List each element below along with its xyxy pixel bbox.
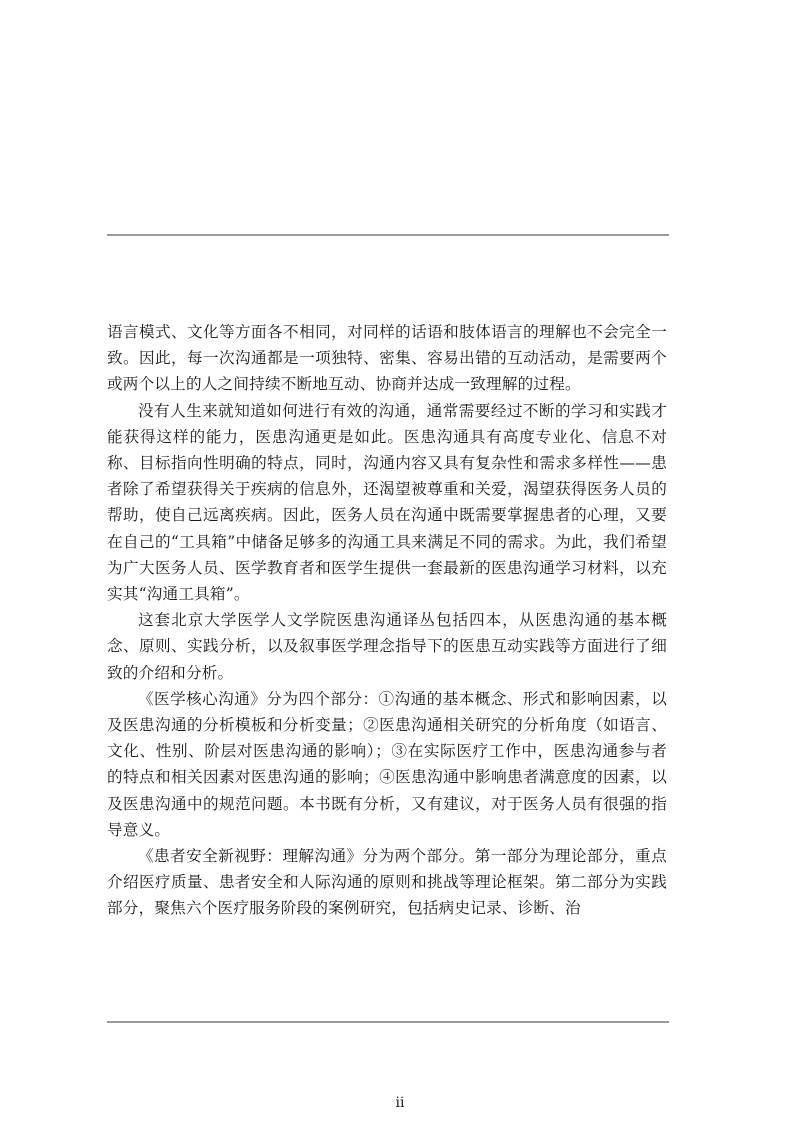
footer-rule (107, 1021, 669, 1023)
paragraph-continuation: 语言模式、文化等方面各不相同，对同样的话语和肢体语言的理解也不会完全一致。因此，每一次沟通都是一项独特、密集、容易出错的互动活动，是需要两个或两个以上的人之间持续不断地互动、协商并达成一致理解的过程。 (107, 323, 667, 394)
paragraph: 《患者安全新视野：理解沟通》分为两个部分。第一部分为理论部分，重点介绍医疗质量、患者安全和人际沟通的原则和挑战等理论框架。第二部分为实践部分，聚焦六个医疗服务阶段的案例研究，包括病史记录、诊断、治 (107, 847, 667, 918)
header-rule (107, 234, 669, 236)
paragraph: 这套北京大学医学人文学院医患沟通译丛包括四本，从医患沟通的基本概念、原则、实践分析，以及叙事医学理念指导下的医患互动实践等方面进行了细致的介绍和分析。 (107, 611, 667, 682)
paragraph: 没有人生来就知道如何进行有效的沟通，通常需要经过不断的学习和实践才能获得这样的能力，医患沟通更是如此。医患沟通具有高度专业化、信息不对称、目标指向性明确的特点，同时，沟通内容又具有复杂性和需求多样性——患者除了希望获得关于疾病的信息外，还渴望被尊重和关爱，渴望获得医务人员的帮助，使自己远离疾病。因此，医务人员在沟通中既需要掌握患者的心理，又要在自己的“工具箱”中储备足够多的沟通工具来满足不同的需求。为此，我们希望为广大医务人员、医学教育者和医学生提供一套最新的医患沟通学习材料，以充实其“沟通工具箱”。 (107, 401, 667, 604)
page-number: ii (395, 1095, 405, 1111)
paragraph: 《医学核心沟通》分为四个部分：①沟通的基本概念、形式和影响因素，以及医患沟通的分析模板和分析变量；②医患沟通相关研究的分析角度（如语言、文化、性别、阶层对医患沟通的影响）；③在实际医疗工作中，医患沟通参与者的特点和相关因素对医患沟通的影响；④医患沟通中影响患者满意度的因素，以及医患沟通中的规范问题。本书既有分析，又有建议，对于医务人员有很强的指导意义。 (107, 689, 667, 839)
body-text (107, 319, 667, 922)
